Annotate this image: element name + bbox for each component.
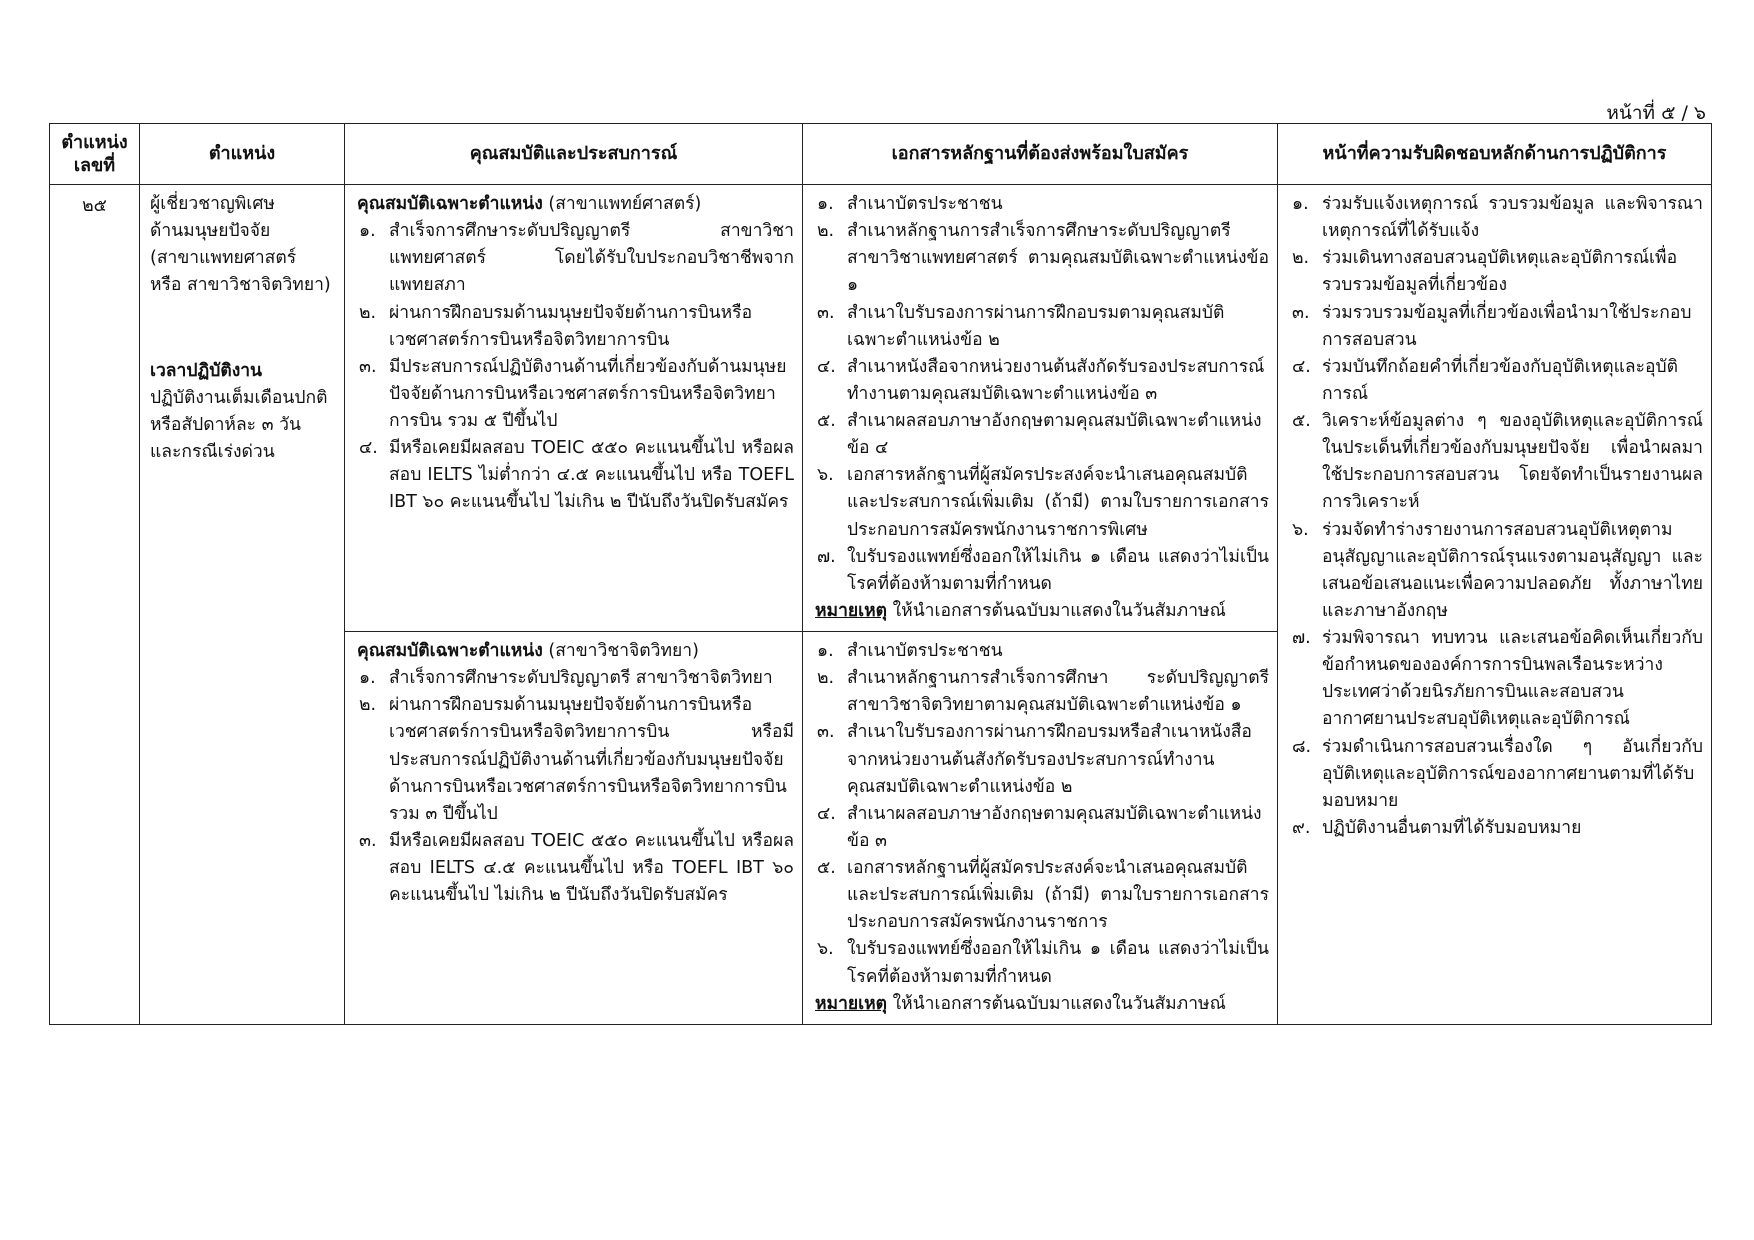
item-marker: ๔. [817, 803, 836, 824]
item-marker: ๒. [359, 695, 377, 716]
item-text: ผ่านการฝึกอบรมด้านมนุษยปัจจัยด้านการบินหรือเวชศาสตร์การบินหรือจิตวิทยาการบิน หรือมีประสบการณ์ปฏิบัติงานด้านที่เกี่ยวข้องกับมนุษยปัจจัยด้านการบินหรือเวชศาสตร์การบินหรือจิตวิทยาการบิน รวม ๓ ปีขึ้นไป [389, 695, 794, 824]
note-label: หมายเหตุ [815, 600, 888, 621]
item-text: สำเนาหลักฐานการสำเร็จการศึกษา ระดับปริญญาตรี สาขาวิชาจิตวิทยาตามคุณสมบัติเฉพาะตำแหน่งข้อ ๑ [847, 668, 1269, 716]
item-text: สำเนาหลักฐานการสำเร็จการศึกษาระดับปริญญาตรี สาขาวิชาแพทยศาสตร์ ตามคุณสมบัติเฉพาะตำแหน่งข้อ ๑ [847, 221, 1269, 296]
qualification-heading-label: คุณสมบัติเฉพาะตำแหน่ง [357, 641, 543, 661]
list-item [1290, 517, 1703, 626]
list-item [815, 462, 1269, 543]
item-marker: ๖. [817, 939, 834, 960]
item-text: สำเนาผลสอบภาษาอังกฤษตามคุณสมบัติเฉพาะตำแหน่งข้อ ๔ [847, 411, 1262, 459]
list-item [815, 218, 1269, 299]
list-item [815, 855, 1269, 936]
qualification-heading [357, 191, 794, 218]
list-item [815, 354, 1269, 408]
item-marker: ๔. [817, 356, 836, 377]
item-text: มีประสบการณ์ปฏิบัติงานด้านที่เกี่ยวข้องกับด้านมนุษยปัจจัยด้านการบินหรือเวชศาสตร์การบินหรือจิตวิทยาการบิน รวม ๕ ปีขึ้นไป [389, 356, 787, 431]
item-text: ใบรับรองแพทย์ซึ่งออกให้ไม่เกิน ๑ เดือน แสดงว่าไม่เป็นโรคที่ต้องห้ามตามที่กำหนด [847, 546, 1269, 594]
qualification-list [357, 665, 794, 909]
list-item [357, 828, 794, 909]
header-position-no-line1: ตำแหน่ง [61, 131, 128, 153]
item-text: สำเนาใบรับรองการผ่านการฝึกอบรมตามคุณสมบัติเฉพาะตำแหน่งข้อ ๒ [847, 302, 1225, 350]
item-text: สำเนาบัตรประชาชน [847, 641, 1003, 661]
item-marker: ๕. [817, 858, 836, 878]
table-header-row [50, 124, 1712, 185]
item-text: ร่วมรวบรวมข้อมูลที่เกี่ยวข้องเพื่อนำมาใช้ประกอบการสอบสวน [1322, 302, 1692, 350]
documents-medicine [803, 185, 1278, 632]
list-item [1290, 408, 1703, 517]
position-title-line: ผู้เชี่ยวชาญพิเศษ [150, 194, 275, 214]
position-title-line: ด้านมนุษยปัจจัย [150, 221, 271, 242]
item-marker: ๑. [359, 668, 376, 689]
document-list [815, 191, 1269, 598]
item-text: สำเนาหนังสือจากหน่วยงานต้นสังกัดรับรองประสบการณ์ทำงานตามคุณสมบัติเฉพาะตำแหน่งข้อ ๓ [847, 356, 1265, 404]
item-text: มีหรือเคยมีผลสอบ TOEIC ๕๕๐ คะแนนขึ้นไป หรือผลสอบ IELTS ไม่ต่ำกว่า ๔.๕ คะแนนขึ้นไป หรือ TOEFL IBT ๖๐ คะแนนขึ้นไป ไม่เกิน ๒ ปีนับถึงวันปิดรับสมัคร [389, 438, 794, 513]
position-number: ๒๕ [50, 185, 140, 1025]
item-marker: ๑. [359, 221, 376, 242]
header-documents: เอกสารหลักฐานที่ต้องส่งพร้อมใบสมัคร [803, 124, 1278, 185]
item-text: สำเร็จการศึกษาระดับปริญญาตรี สาขาวิชาจิตวิทยา [389, 668, 773, 689]
list-item [1290, 625, 1703, 734]
item-text: สำเนาใบรับรองการผ่านการฝึกอบรมหรือสำเนาหนังสือจากหน่วยงานต้นสังกัดรับรองประสบการณ์ทำงานคุณสมบัติเฉพาะตำแหน่งข้อ ๒ [847, 722, 1252, 797]
item-text: ร่วมบันทึกถ้อยคำที่เกี่ยวข้องกับอุบัติเหตุและอุบัติการณ์ [1322, 356, 1679, 404]
position-title-line: (สาขาแพทยศาสตร์ [150, 248, 297, 269]
item-marker: ๒. [359, 302, 377, 323]
item-text: ใบรับรองแพทย์ซึ่งออกให้ไม่เกิน ๑ เดือน แสดงว่าไม่เป็นโรคที่ต้องห้ามตามที่กำหนด [847, 939, 1269, 987]
item-marker: ๗. [817, 546, 836, 567]
item-marker: ๓. [817, 302, 835, 323]
item-marker: ๑. [817, 194, 834, 214]
item-text: เอกสารหลักฐานที่ผู้สมัครประสงค์จะนำเสนอคุณสมบัติและประสบการณ์เพิ่มเติม (ถ้ามี) ตามใบรายการเอกสารประกอบการสมัครพนักงานราชการ [847, 858, 1269, 933]
qualification-heading-label: คุณสมบัติเฉพาะตำแหน่ง [357, 194, 543, 214]
list-item [1290, 354, 1703, 408]
item-marker: ๒. [817, 221, 835, 242]
item-marker: ๓. [359, 830, 377, 851]
header-position-no [50, 124, 140, 185]
item-marker: ๕. [1292, 411, 1311, 431]
list-item [815, 191, 1269, 218]
list-item [357, 665, 794, 692]
work-time-line: ปฏิบัติงานเต็มเดือนปกติ [150, 387, 328, 408]
table-row [50, 185, 1712, 632]
item-text: สำเนาบัตรประชาชน [847, 194, 1003, 214]
item-marker: ๑. [817, 641, 834, 661]
item-text: ร่วมเดินทางสอบสวนอุบัติเหตุและอุบัติการณ์เพื่อรวบรวมข้อมูลที่เกี่ยวข้อง [1322, 248, 1678, 296]
work-time-line: และกรณีเร่งด่วน [150, 441, 275, 462]
header-position: ตำแหน่ง [140, 124, 345, 185]
list-item [1290, 191, 1703, 245]
item-marker: ๓. [817, 722, 835, 743]
page-number: หน้าที่ ๕ / ๖ [1606, 102, 1706, 124]
list-item [815, 719, 1269, 800]
qualification-heading-branch: (สาขาวิชาจิตวิทยา) [542, 641, 699, 661]
item-marker: ๔. [1292, 356, 1311, 377]
list-item [1290, 815, 1703, 842]
duty-list [1290, 191, 1703, 842]
list-item [357, 300, 794, 354]
item-text: ร่วมดำเนินการสอบสวนเรื่องใด ๆ อันเกี่ยวกับอุบัติเหตุและอุบัติการณ์ของอากาศยานตามที่ได้รับมอบหมาย [1322, 736, 1703, 811]
list-item [357, 218, 794, 299]
item-marker: ๓. [1292, 302, 1310, 323]
item-text: ผ่านการฝึกอบรมด้านมนุษยปัจจัยด้านการบินหรือเวชศาสตร์การบินหรือจิตวิทยาการบิน [389, 302, 753, 350]
note-text: ให้นำเอกสารต้นฉบับมาแสดงในวันสัมภาษณ์ [887, 600, 1226, 621]
list-item [815, 408, 1269, 462]
list-item [357, 354, 794, 435]
header-qualifications: คุณสมบัติและประสบการณ์ [345, 124, 803, 185]
list-item [1290, 734, 1703, 815]
position-cell [140, 185, 345, 1025]
list-item [1290, 245, 1703, 299]
item-marker: ๖. [1292, 519, 1309, 540]
item-marker: ๑. [1292, 194, 1309, 214]
header-position-no-line2: เลขที่ [73, 155, 116, 176]
documents-psychology [803, 632, 1278, 1025]
document-note [815, 598, 1269, 625]
note-label: หมายเหตุ [815, 993, 888, 1014]
work-time-line: หรือสัปดาห์ละ ๓ วัน [150, 414, 301, 435]
item-marker: ๒. [817, 668, 835, 689]
header-duties: หน้าที่ความรับผิดชอบหลักด้านการปฏิบัติการ [1278, 124, 1712, 185]
list-item [357, 692, 794, 828]
item-marker: ๖. [817, 465, 834, 486]
list-item [1290, 300, 1703, 354]
item-text: วิเคราะห์ข้อมูลต่าง ๆ ของอุบัติเหตุและอุบัติการณ์ในประเด็นที่เกี่ยวข้องกับมนุษยปัจจัย เพื่อนำผลมาใช้ประกอบการสอบสวน โดยจัดทำเป็นรายงานผลการวิเคราะห์ [1322, 411, 1703, 513]
item-text: มีหรือเคยมีผลสอบ TOEIC ๕๕๐ คะแนนขึ้นไป หรือผลสอบ IELTS ๔.๕ คะแนนขึ้นไป หรือ TOEFL IBT ๖๐ คะแนนขึ้นไป ไม่เกิน ๒ ปีนับถึงวันปิดรับสมัคร [389, 830, 794, 906]
item-marker: ๓. [359, 356, 377, 377]
item-text: ร่วมพิจารณา ทบทวน และเสนอข้อคิดเห็นเกี่ยวกับข้อกำหนดขององค์การการบินพลเรือนระหว่างประเทศว่าด้วยนิรภัยการบินและสอบสวนอากาศยานประสบอุบัติเหตุและอุบัติการณ์ [1322, 628, 1703, 730]
qualifications-psychology [345, 632, 803, 1025]
item-text: ร่วมรับแจ้งเหตุการณ์ รวบรวมข้อมูล และพิจารณาเหตุการณ์ที่ได้รับแจ้ง [1322, 194, 1703, 242]
list-item [815, 638, 1269, 665]
qualification-heading-branch: (สาขาแพทย์ศาสตร์) [542, 194, 702, 214]
duties-cell [1278, 185, 1712, 1025]
item-marker: ๒. [1292, 248, 1310, 269]
item-text: สำเร็จการศึกษาระดับปริญญาตรี สาขาวิชาแพทยศาสตร์ โดยได้รับใบประกอบวิชาชีพจากแพทยสภา [389, 221, 794, 296]
work-time-heading: เวลาปฏิบัติงาน [150, 360, 263, 381]
item-text: เอกสารหลักฐานที่ผู้สมัครประสงค์จะนำเสนอคุณสมบัติและประสบการณ์เพิ่มเติม (ถ้ามี) ตามใบรายการเอกสารประกอบการสมัครพนักงานราชการพิเศษ [847, 465, 1269, 540]
item-text: ปฏิบัติงานอื่นตามที่ได้รับมอบหมาย [1322, 817, 1582, 838]
list-item [815, 665, 1269, 719]
item-marker: ๗. [1292, 628, 1311, 648]
item-marker: ๘. [1292, 736, 1312, 757]
list-item [815, 936, 1269, 990]
list-item [815, 801, 1269, 855]
qualification-list [357, 218, 794, 516]
position-title-line: หรือ สาขาวิชาจิตวิทยา) [150, 275, 331, 296]
positions-table [49, 123, 1712, 1025]
item-marker: ๔. [359, 438, 378, 459]
document-note [815, 991, 1269, 1018]
item-text: ร่วมจัดทำร่างรายงานการสอบสวนอุบัติเหตุตามอนุสัญญาและอุบัติการณ์รุนแรงตามอนุสัญญา และเสนอข้อเสนอแนะเพื่อความปลอดภัย ทั้งภาษาไทยและภาษาอังกฤษ [1322, 519, 1703, 621]
list-item [815, 300, 1269, 354]
list-item [357, 435, 794, 516]
qualification-heading [357, 638, 794, 665]
document-list [815, 638, 1269, 991]
item-marker: ๙. [1292, 817, 1311, 838]
item-text: สำเนาผลสอบภาษาอังกฤษตามคุณสมบัติเฉพาะตำแหน่งข้อ ๓ [847, 803, 1262, 851]
item-marker: ๕. [817, 411, 836, 431]
list-item [815, 544, 1269, 598]
qualifications-medicine [345, 185, 803, 632]
note-text: ให้นำเอกสารต้นฉบับมาแสดงในวันสัมภาษณ์ [887, 993, 1226, 1014]
